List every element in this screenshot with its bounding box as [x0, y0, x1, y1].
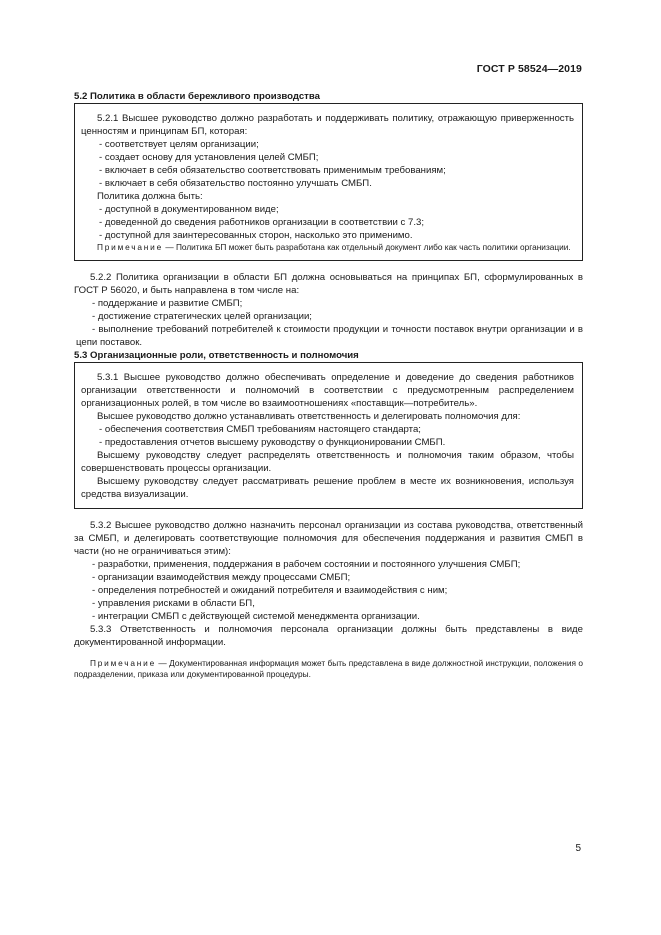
section-heading-5-2: 5.2 Политика в области бережливого производства — [74, 91, 320, 102]
list-item: - доступной в документированном виде; — [99, 204, 279, 215]
standard-number: ГОСТ Р 58524—2019 — [476, 63, 582, 75]
paragraph-5-3-1-b: Высшее руководство должно устанавливать ответственность и делегировать полномочия для: — [97, 411, 521, 422]
list-item: - управления рисками в области БП, — [92, 598, 255, 609]
note-5-2-1 — [81, 242, 574, 253]
note-5-3-3 — [74, 658, 583, 680]
list-item: - достижение стратегических целей организации; — [92, 311, 312, 322]
list-item: - доведенной до сведения работников организации в соответствии с 7.3; — [99, 217, 425, 228]
boxed-clause-5-2-1 — [74, 103, 583, 261]
note-text: — Политика БП может быть разработана как отдельный документ либо как часть политики организации. — [163, 242, 571, 252]
paragraph-5-3-1-c: Высшему руководству следует распределять ответственность и полномочия таким образом, чтобы совершенствовать процессы организации. — [81, 450, 574, 474]
paragraph-5-3-1-d: Высшему руководству следует рассматривать решение проблем в месте их возникновения, используя средства визуализации. — [81, 476, 574, 500]
list-item: - соответствует целям организации; — [99, 139, 259, 150]
list-item: - доступной для заинтересованных сторон, насколько это применимо. — [99, 230, 413, 241]
policy-intro: Политика должна быть: — [97, 191, 203, 202]
paragraph-5-3-1: 5.3.1 Высшее руководство должно обеспечивать определение и доведение до сведения работников организации ответственности и полномочий в соответствии с предусмотренным распределением организационных ролей, в том числе во взаимоотношениях «поставщик—потребитель». — [81, 372, 574, 409]
page-number: 5 — [575, 843, 581, 854]
list-item: - разработки, применения, поддержания в рабочем состоянии и постоянного улучшения СМБП; — [92, 559, 521, 570]
paragraph-5-2-2: 5.2.2 Политика организации в области БП должна основываться на принципах БП, сформулированных в ГОСТ Р 56020, и быть направлена в том числе на: — [74, 272, 583, 296]
boxed-clause-5-3-1 — [74, 362, 583, 509]
note-text: — Документированная информация может быть представлена в виде должностной инструкции, положения о подразделении, приказа или документированной процедуры. — [74, 658, 583, 679]
note-label: Примечание — [90, 658, 157, 668]
clause-5-3-2 — [74, 519, 583, 680]
paragraph-5-3-3: 5.3.3 Ответственность и полномочия персонала организации должны быть представлены в виде документированной информации. — [74, 624, 583, 648]
list-item: - включает в себя обязательство постоянно улучшать СМБП. — [99, 178, 372, 189]
list-item: - определения потребностей и ожиданий потребителя и взаимодействия с ним; — [92, 585, 448, 596]
list-item: - поддержание и развитие СМБП; — [92, 298, 243, 309]
list-item: - создает основу для установления целей СМБП; — [99, 152, 319, 163]
paragraph-5-3-2: 5.3.2 Высшее руководство должно назначить персонал организации из состава руководства, ответственный за СМБП, и делегировать соответствующие полномочия для обеспечения поддержания и развития СМБП в части (но не ограничиваться этим): — [74, 520, 583, 557]
list-item: - включает в себя обязательство соответствовать применимым требованиям; — [99, 165, 446, 176]
list-item: - выполнение требований потребителей к стоимости продукции и точности поставок внутри организации и в цепи поставок. — [76, 324, 583, 348]
page-content — [74, 90, 583, 680]
section-heading-5-3: 5.3 Организационные роли, ответственность и полномочия — [74, 350, 359, 361]
note-label: Примечание — [97, 242, 164, 252]
clause-5-2-2 — [74, 271, 583, 349]
paragraph-5-2-1: 5.2.1 Высшее руководство должно разработать и поддерживать политику, отражающую приверженность ценностям и принципам БП, которая: — [81, 113, 574, 137]
list-item: - предоставления отчетов высшему руководству о функционировании СМБП. — [99, 437, 446, 448]
list-item: - организации взаимодействия между процессами СМБП; — [92, 572, 351, 583]
list-item: - интеграции СМБП с действующей системой менеджмента организации. — [92, 611, 420, 622]
list-item: - обеспечения соответствия СМБП требованиям настоящего стандарта; — [99, 424, 421, 435]
